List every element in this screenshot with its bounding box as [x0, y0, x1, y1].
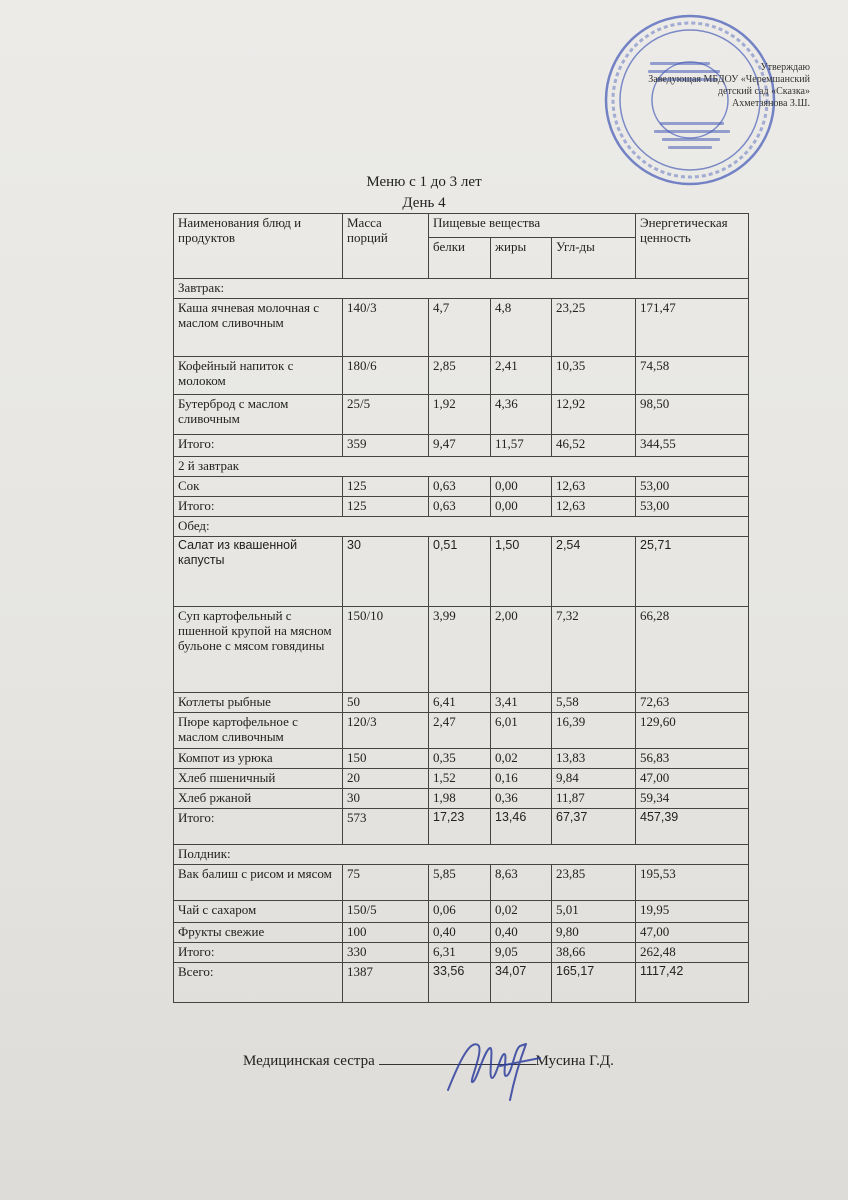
cell-energy: 72,63	[636, 693, 749, 713]
header-mass: Масса порций	[343, 214, 429, 279]
section-header	[174, 845, 749, 865]
section-title: Обед:	[174, 517, 749, 537]
table-row	[174, 693, 749, 713]
page-subtitle: День 4	[402, 195, 446, 211]
cell-energy: 25,71	[636, 537, 749, 607]
cell-mass: 573	[343, 809, 429, 845]
cell-carbs: 23,25	[552, 299, 636, 357]
total-mass: 1387	[343, 963, 429, 1003]
total-row	[174, 963, 749, 1003]
cell-carbs: 13,83	[552, 749, 636, 769]
menu-table	[173, 213, 749, 1003]
table-row	[174, 497, 749, 517]
table-row	[174, 769, 749, 789]
cell-protein: 5,85	[429, 865, 491, 901]
cell-protein: 6,41	[429, 693, 491, 713]
cell-protein: 9,47	[429, 435, 491, 457]
cell-protein: 1,92	[429, 395, 491, 435]
total-carbs: 165,17	[552, 963, 636, 1003]
table-row	[174, 865, 749, 901]
cell-carbs: 67,37	[552, 809, 636, 845]
cell-name: Салат из квашенной капусты	[174, 537, 343, 607]
cell-fat: 9,05	[491, 943, 552, 963]
cell-fat: 8,63	[491, 865, 552, 901]
cell-mass: 330	[343, 943, 429, 963]
total-fat: 34,07	[491, 963, 552, 1003]
table-row	[174, 299, 749, 357]
cell-name: Итого:	[174, 943, 343, 963]
cell-carbs: 12,92	[552, 395, 636, 435]
cell-fat: 0,00	[491, 477, 552, 497]
cell-mass: 125	[343, 477, 429, 497]
cell-fat: 0,00	[491, 497, 552, 517]
table-row	[174, 713, 749, 749]
cell-protein: 4,7	[429, 299, 491, 357]
cell-name: Вак балиш с рисом и мясом	[174, 865, 343, 901]
section-title: 2 й завтрак	[174, 457, 749, 477]
cell-fat: 0,36	[491, 789, 552, 809]
cell-protein: 0,40	[429, 923, 491, 943]
cell-carbs: 46,52	[552, 435, 636, 457]
total-protein: 33,56	[429, 963, 491, 1003]
cell-energy: 98,50	[636, 395, 749, 435]
cell-mass: 30	[343, 537, 429, 607]
cell-protein: 1,98	[429, 789, 491, 809]
cell-name: Бутерброд с маслом сливочным	[174, 395, 343, 435]
cell-carbs: 10,35	[552, 357, 636, 395]
cell-fat: 2,41	[491, 357, 552, 395]
table-row	[174, 607, 749, 693]
cell-protein: 0,51	[429, 537, 491, 607]
cell-fat: 2,00	[491, 607, 552, 693]
cell-energy: 66,28	[636, 607, 749, 693]
table-row	[174, 901, 749, 923]
header-nutrients: Пищевые вещества	[429, 214, 636, 238]
table-row	[174, 477, 749, 497]
cell-mass: 20	[343, 769, 429, 789]
cell-protein: 0,63	[429, 497, 491, 517]
section-title: Полдник:	[174, 845, 749, 865]
cell-carbs: 23,85	[552, 865, 636, 901]
cell-protein: 2,85	[429, 357, 491, 395]
cell-energy: 59,34	[636, 789, 749, 809]
section-header	[174, 279, 749, 299]
table-row	[174, 749, 749, 769]
footer-role: Медицинская сестра	[243, 1053, 375, 1069]
cell-name: Каша ячневая молочная с маслом сливочным	[174, 299, 343, 357]
cell-name: Итого:	[174, 497, 343, 517]
section-header	[174, 457, 749, 477]
total-name: Всего:	[174, 963, 343, 1003]
approval-line-2: детский сад «Сказка»	[717, 86, 810, 97]
header-energy: Энергетическая ценность	[636, 214, 749, 279]
page-title: Меню с 1 до 3 лет	[366, 174, 482, 190]
table-row	[174, 357, 749, 395]
cell-protein: 1,52	[429, 769, 491, 789]
cell-name: Суп картофельный с пшенной крупой на мясном бульоне с мясом говядины	[174, 607, 343, 693]
cell-energy: 56,83	[636, 749, 749, 769]
cell-name: Компот из урюка	[174, 749, 343, 769]
cell-energy: 19,95	[636, 901, 749, 923]
cell-energy: 53,00	[636, 497, 749, 517]
cell-energy: 74,58	[636, 357, 749, 395]
cell-protein: 17,23	[429, 809, 491, 845]
cell-carbs: 7,32	[552, 607, 636, 693]
cell-carbs: 12,63	[552, 477, 636, 497]
cell-protein: 3,99	[429, 607, 491, 693]
cell-mass: 150	[343, 749, 429, 769]
cell-protein: 6,31	[429, 943, 491, 963]
cell-energy: 195,53	[636, 865, 749, 901]
cell-mass: 25/5	[343, 395, 429, 435]
cell-fat: 4,36	[491, 395, 552, 435]
table-row	[174, 789, 749, 809]
cell-name: Хлеб ржаной	[174, 789, 343, 809]
cell-energy: 47,00	[636, 923, 749, 943]
table-row	[174, 923, 749, 943]
total-energy: 1117,42	[636, 963, 749, 1003]
header-fat: жиры	[491, 238, 552, 279]
cell-carbs: 11,87	[552, 789, 636, 809]
cell-energy: 53,00	[636, 477, 749, 497]
cell-mass: 150/10	[343, 607, 429, 693]
section-title: Завтрак:	[174, 279, 749, 299]
approval-label: Утверждаю	[760, 62, 810, 73]
cell-carbs: 38,66	[552, 943, 636, 963]
cell-energy: 344,55	[636, 435, 749, 457]
cell-name: Фрукты свежие	[174, 923, 343, 943]
cell-energy: 262,48	[636, 943, 749, 963]
cell-name: Кофейный напиток с молоком	[174, 357, 343, 395]
cell-energy: 457,39	[636, 809, 749, 845]
signature-icon	[440, 1020, 550, 1110]
cell-mass: 125	[343, 497, 429, 517]
cell-mass: 180/6	[343, 357, 429, 395]
cell-fat: 3,41	[491, 693, 552, 713]
cell-fat: 1,50	[491, 537, 552, 607]
cell-carbs: 16,39	[552, 713, 636, 749]
table-row	[174, 435, 749, 457]
cell-protein: 0,06	[429, 901, 491, 923]
cell-name: Пюре картофельное с маслом сливочным	[174, 713, 343, 749]
approval-block	[600, 62, 810, 110]
cell-mass: 140/3	[343, 299, 429, 357]
header-carbs: Угл-ды	[552, 238, 636, 279]
cell-fat: 11,57	[491, 435, 552, 457]
cell-carbs: 5,01	[552, 901, 636, 923]
header-name: Наименования блюд и продуктов	[174, 214, 343, 279]
cell-carbs: 9,84	[552, 769, 636, 789]
footer-name: Мусина Г.Д.	[535, 1053, 614, 1069]
cell-mass: 30	[343, 789, 429, 809]
approval-line-1: Заведующая МБДОУ «Черемшанский	[648, 74, 810, 85]
cell-fat: 0,02	[491, 901, 552, 923]
cell-carbs: 5,58	[552, 693, 636, 713]
cell-mass: 100	[343, 923, 429, 943]
cell-fat: 0,02	[491, 749, 552, 769]
cell-name: Итого:	[174, 435, 343, 457]
cell-name: Итого:	[174, 809, 343, 845]
cell-carbs: 2,54	[552, 537, 636, 607]
cell-carbs: 12,63	[552, 497, 636, 517]
cell-protein: 0,35	[429, 749, 491, 769]
cell-mass: 75	[343, 865, 429, 901]
cell-name: Хлеб пшеничный	[174, 769, 343, 789]
section-header	[174, 517, 749, 537]
cell-mass: 50	[343, 693, 429, 713]
cell-fat: 6,01	[491, 713, 552, 749]
cell-mass: 359	[343, 435, 429, 457]
cell-energy: 171,47	[636, 299, 749, 357]
cell-protein: 2,47	[429, 713, 491, 749]
table-row	[174, 809, 749, 845]
table-row	[174, 395, 749, 435]
cell-fat: 13,46	[491, 809, 552, 845]
cell-fat: 0,40	[491, 923, 552, 943]
cell-mass: 120/3	[343, 713, 429, 749]
header-protein: белки	[429, 238, 491, 279]
cell-name: Котлеты рыбные	[174, 693, 343, 713]
cell-carbs: 9,80	[552, 923, 636, 943]
table-row	[174, 537, 749, 607]
cell-protein: 0,63	[429, 477, 491, 497]
cell-energy: 47,00	[636, 769, 749, 789]
cell-energy: 129,60	[636, 713, 749, 749]
cell-fat: 0,16	[491, 769, 552, 789]
approval-line-3: Ахметзянова З.Ш.	[731, 98, 810, 109]
cell-name: Чай с сахаром	[174, 901, 343, 923]
cell-mass: 150/5	[343, 901, 429, 923]
cell-name: Сок	[174, 477, 343, 497]
cell-fat: 4,8	[491, 299, 552, 357]
table-row	[174, 943, 749, 963]
